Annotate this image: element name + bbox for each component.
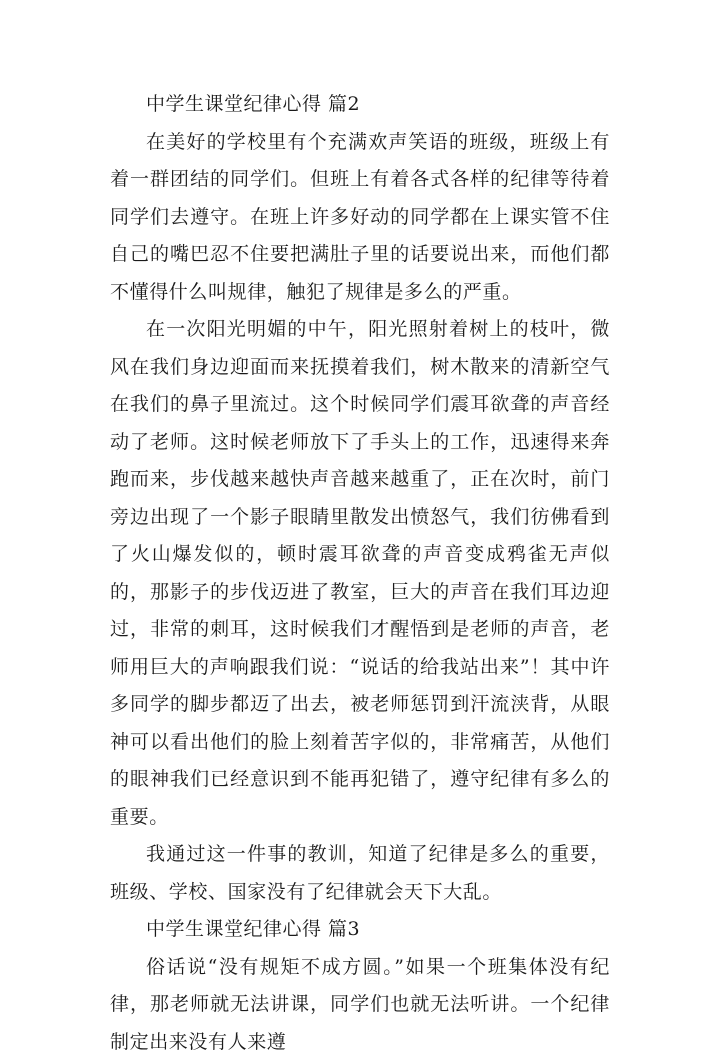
section-title: 中学生课堂纪律心得 篇3 xyxy=(110,911,610,949)
paragraph: 我通过这一件事的教训，知道了纪律是多么的重要，班级、学校、国家没有了纪律就会天下大乱。 xyxy=(110,836,610,911)
paragraph: 在美好的学校里有个充满欢声笑语的班级，班级上有着一群团结的同学们。但班上有着各式各样的纪律等待着同学们去遵守。在班上许多好动的同学都在上课实管不住自己的嘴巴忍不住要把满肚子里的话要说出来，而他们都不懂得什么叫规律，触犯了规律是多么的严重。 xyxy=(110,124,610,312)
paragraph: 在一次阳光明媚的中午，阳光照射着树上的枝叶，微风在我们身边迎面而来抚摸着我们，树木散来的清新空气在我们的鼻子里流过。这个时候同学们震耳欲聋的声音经动了老师。这时候老师放下了手头上的工作，迅速得来奔跑而来，步伐越来越快声音越来越重了，正在次时，前门旁边出现了一个影子眼睛里散发出愤怒气，我们彷佛看到了火山爆发似的，顿时震耳欲聋的声音变成鸦雀无声似的，那影子的步伐迈进了教室，巨大的声音在我们耳边迎过，非常的刺耳，这时候我们才醒悟到是老师的声音，老师用巨大的声响跟我们说：“说话的给我站出来”！其中许多同学的脚步都迈了出去，被老师惩罚到汗流浃背，从眼神可以看出他们的脸上刻着苦字似的，非常痛苦，从他们的眼神我们已经意识到不能再犯错了，遵守纪律有多么的重要。 xyxy=(110,311,610,836)
section-title: 中学生课堂纪律心得 篇2 xyxy=(110,86,610,124)
document-page xyxy=(110,86,610,1061)
paragraph: 俗话说“没有规矩不成方圆。”如果一个班集体没有纪律，那老师就无法讲课，同学们也就无法听讲。一个纪律制定出来没有人来遵 xyxy=(110,949,610,1061)
